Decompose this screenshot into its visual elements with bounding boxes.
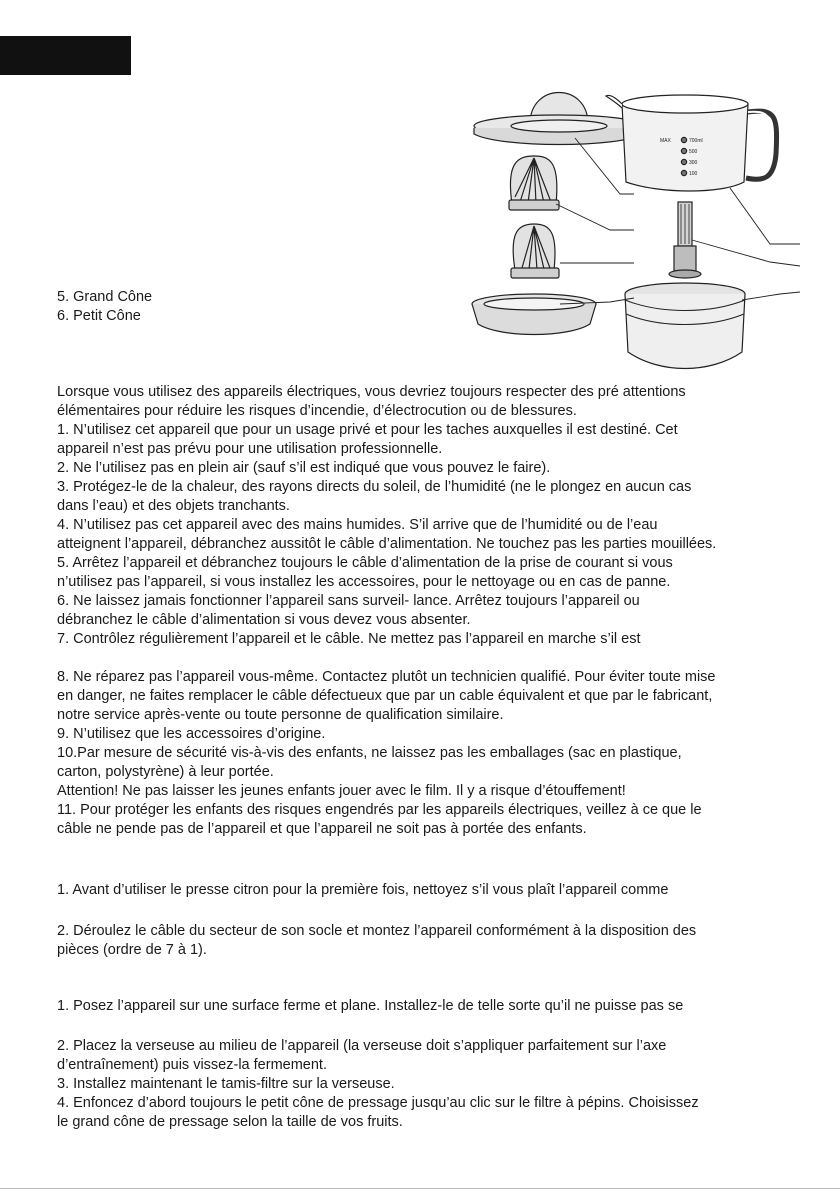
text-line: le grand cône de pressage selon la taille de vos fruits. [57,1114,403,1130]
small-cone-illustration [511,224,559,278]
drive-shaft-illustration [669,202,701,278]
text-line: 2. Déroulez le câble du secteur de son socle et montez l’appareil conformément à la disposition des [57,923,697,939]
text-line: Lorsque vous utilisez des appareils électriques, vous devriez toujours respecter des pré attentions [57,384,686,400]
text-line: appareil n’est pas prévu pour une utilisation professionnelle. [57,441,443,457]
first-use-step-1 [57,881,839,900]
first-use-step-2 [57,922,839,960]
text-line: 7. Contrôlez régulièrement l’appareil et le câble. Ne mettez pas l’appareil en marche s’il est [57,631,641,647]
text-line: 1. N’utilisez cet appareil que pour un usage privé et pour les taches auxquelles il est destiné. Cet [57,422,678,438]
language-tab [0,36,131,75]
text-line: 5. Arrêtez l’appareil et débranchez toujours le câble d’alimentation de la prise de courant si vous [57,555,673,571]
usage-steps [57,1037,839,1132]
text-line: 10.Par mesure de sécurité vis-à-vis des enfants, ne laissez pas les emballages (sac en plastique, [57,745,682,761]
text-line: 11. Pour protéger les enfants des risques engendrés par les appareils électriques, veillez à ce que le [57,802,702,818]
text-line: 3. Protégez-le de la chaleur, des rayons directs du soleil, de l’humidité (ne le plongez en aucun cas [57,479,692,495]
text-line: atteignent l’appareil, débranchez aussitôt le câble d’alimentation. Ne touchez pas les parties mouillées. [57,536,717,552]
text-line: pièces (ordre de 7 à 1). [57,942,207,958]
text-line: 1. Posez l’appareil sur une surface ferme et plane. Installez-le de telle sorte qu’il ne puisse pas se [57,998,684,1014]
text-line: Attention! Ne pas laisser les jeunes enfants jouer avec le film. Il y a risque d’étouffement! [57,783,626,799]
juicer-exploded-diagram [460,82,840,374]
strainer-illustration [472,294,596,335]
part-item: 6. Petit Cône [57,308,141,324]
motor-base-illustration [625,283,745,369]
jug-level-label: 100 [689,171,698,177]
text-line: débranchez le câble d’alimentation si vous devez vous absenter. [57,612,471,628]
text-line: câble ne pende pas de l’appareil et que l’appareil ne soit pas à portée des enfants. [57,821,587,837]
text-line: 2. Placez la verseuse au milieu de l’appareil (la verseuse doit s’appliquer parfaitement sur l’axe [57,1038,667,1054]
safety-instructions [57,383,839,649]
text-line: notre service après-vente ou toute personne de qualification similaire. [57,707,504,723]
jug-level-label: 300 [689,160,698,166]
text-line: 4. Enfoncez d’abord toujours le petit cône de pressage jusqu’au clic sur le filtre à pépins. Choisissez [57,1095,699,1111]
jug-max-label: MAX [660,138,671,144]
text-line: 1. Avant d’utiliser le presse citron pour la première fois, nettoyez s’il vous plaît l’appareil comme [57,882,669,898]
text-line: 9. N’utilisez que les accessoires d’origine. [57,726,326,742]
text-line: élémentaires pour réduire les risques d’incendie, d’électrocution ou de blessures. [57,403,577,419]
text-line: dans l’eau) et des objets tranchants. [57,498,290,514]
text-line: 4. N’utilisez pas cet appareil avec des mains humides. S’il arrive que de l’humidité ou de l’eau [57,517,658,533]
large-cone-illustration [509,156,559,210]
jug-level-label: 500 [689,149,698,155]
text-line: 3. Installez maintenant le tamis-filtre sur la verseuse. [57,1076,395,1092]
text-line: 2. Ne l’utilisez pas en plein air (sauf s’il est indiqué que vous pouvez le faire). [57,460,551,476]
jug-max-value: 700ml [689,138,703,144]
page-bottom-rule [0,1188,840,1189]
text-line: n’utilisez pas l’appareil, si vous installez les accessoires, pour le nettoyage ou en cas de panne. [57,574,671,590]
part-item: 5. Grand Cône [57,289,153,305]
parts-list [57,288,152,326]
usage-step-1 [57,997,839,1016]
text-line: carton, polystyrène) à leur portée. [57,764,274,780]
text-line: 6. Ne laissez jamais fonctionner l’appareil sans surveil- lance. Arrêtez toujours l’appareil ou [57,593,640,609]
text-line: d’entraînement) puis vissez-la fermement. [57,1057,327,1073]
text-line: en danger, ne faites remplacer le câble défectueux que par un cable équivalent et que par le fabricant, [57,688,713,704]
text-line: 8. Ne réparez pas l’appareil vous-même. Contactez plutôt un technicien qualifié. Pour éviter toute mise [57,669,716,685]
safety-instructions-continued [57,668,839,839]
